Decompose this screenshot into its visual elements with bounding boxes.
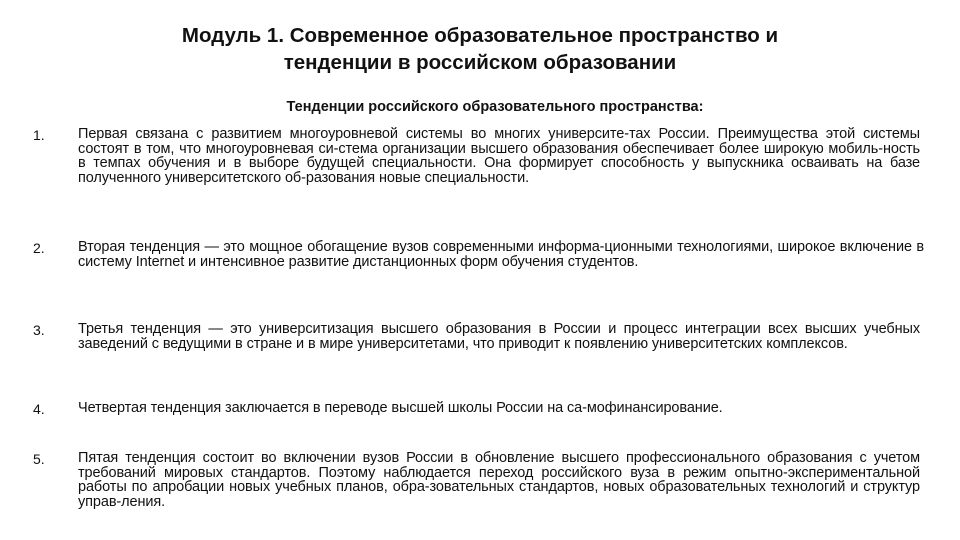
page-title-line-2: тенденции в российском образовании (283, 51, 677, 74)
list-item-number: 1. (33, 127, 45, 143)
list-item-text: Вторая тенденция — это мощное обогащение вузов современными информа-ционными технологиями, широкое включение в систему Internet и интенсивное развитие дистанционных форм обучения студентов. (78, 239, 924, 270)
list-item-number: 5. (33, 451, 45, 467)
list-item-text: Пятая тенденция состоит во включении вузов России в обновление высшего профессионального образования с учетом требований мировых стандартов. Поэтому наблюдается переход российского вуза в режим опытно-экспериментальной работы по апробации новых учебных планов, обра-зовательных стандартов, новых образовательных технологий и структур управ-ления. (78, 450, 920, 510)
section-subtitle: Тенденции российского образовательного пространства: (286, 99, 704, 115)
list-item-text: Первая связана с развитием многоуровневой системы во многих университе-тах России. Преимущества этой системы состоят в том, что многоуровневая си-стема организации высшего образования обеспечивает более широкую мобиль-ность в темпах обучения и в выборе будущей специальности. Она формирует способность у выпускника осваивать на базе полученного университетского об-разования новые специальности. (78, 126, 920, 186)
list-item-number: 4. (33, 401, 45, 417)
list-item-text: Третья тенденция — это университизация высшего образования в России и процесс интеграции всех высших учебных заведений с ведущими в стране и в мире университетами, что приводит к появлению университетских комплексов. (78, 321, 920, 352)
list-item-number: 2. (33, 240, 45, 256)
page-title (80, 22, 880, 76)
page-title-line-1: Модуль 1. Современное образовательное пространство и (181, 24, 779, 47)
list-item-number: 3. (33, 322, 45, 338)
list-item-text: Четвертая тенденция заключается в переводе высшей школы России на са-мофинансирование. (78, 400, 723, 416)
